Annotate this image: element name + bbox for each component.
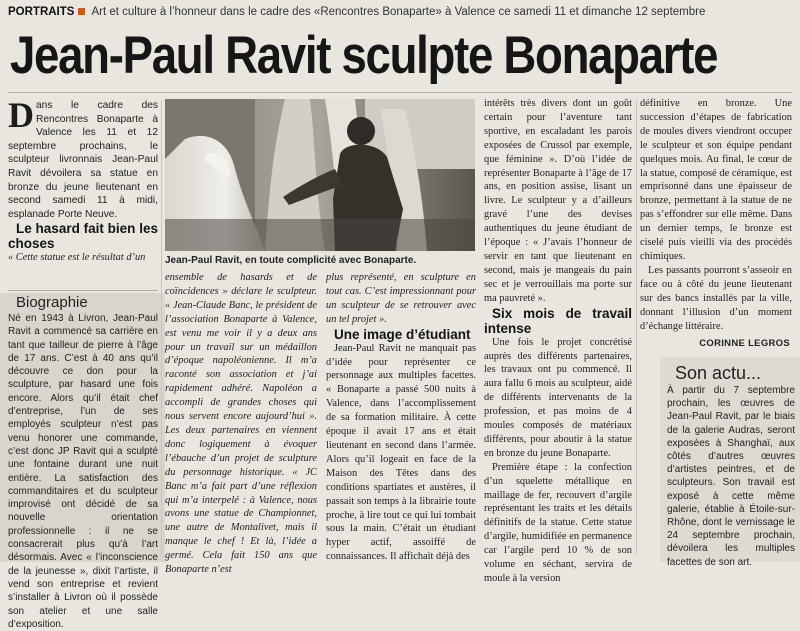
subhead-hasard: Le hasard fait bien les choses — [8, 221, 158, 252]
column-4 — [484, 97, 632, 584]
bio-rule — [8, 290, 158, 291]
son-actu-column — [667, 362, 795, 568]
sculptor-with-statue-image — [165, 99, 475, 251]
photo-caption: Jean-Paul Ravit, en toute complicité avec Bonaparte. — [165, 255, 417, 266]
column-5-text-1: définitive en bronze. Une succession d’étapes de fabrication de moules divers viendront occuper le sculpteur et son équipe pendant quelques mois. Au final, le cœur de la statue, composé de céramique, est emprisonné dans une épaisseur de bronze, permettant à la statue de ne pas s’effondrer sur elle même. Dans un dernier temps, le bronze est ciselé puis vieilli via des procédés chimiques. — [640, 98, 792, 262]
column-3-quote: plus représenté, en sculpture en tout cas. C’est impressionnant pour un sculpteur de se retrouver avec un tel projet ». — [326, 272, 476, 325]
column-2 — [165, 271, 317, 576]
kicker-line — [8, 4, 792, 20]
dropcap: D — [8, 95, 34, 135]
column-divider — [161, 100, 162, 555]
header-rule — [8, 92, 792, 93]
column-3 — [326, 271, 476, 561]
intro-column — [8, 95, 158, 289]
son-actu-title: Son actu... — [675, 363, 762, 383]
section-kicker: PORTRAITS — [8, 6, 75, 18]
son-actu-text: À partir du 7 septembre prochain, les œuvres de Jean-Paul Ravit, par le biais de la galerie Audras, seront exposées à Shanghaï, aux côtés d’autres œuvres d’artistes peintres, et de sculpteurs. Son travail est exposé à cette même galerie, établie à Étoile-sur-Rhône, dont le vernissage le 24 septembre prochain, dévoilera les multiples facettes de son art. — [667, 385, 795, 568]
column-divider — [636, 100, 637, 555]
column-5-text-2: Les passants pourront s’asseoir en face ou à côté du jeune lieutenant sur des bancs installés par la ville, donnant l’illusion d’un moment d’échange littéraire. — [640, 264, 792, 332]
column-4-text-3: Première étape : la confection d’un squelette métallique en maillage de fer, recouvert d’argile représentant les traits et les détails définitifs de la statue. Cette statue d’argile, humidifiée en permanence car l’argile perd 10 % de son volume en séchant, servira de moule à la version — [484, 461, 632, 584]
column-4-text-1: intérêts très divers dont un goût certain pour l’aventure tant sportive, en escaladant les parois exposées de Crussol par exemple, que féminine ». D’où l’idée de représenter Bonaparte à l’âge de 17 ans, en position assise, lisant un livre. Le sculpteur y a d’ailleurs gravé l’une des devises authentiques du jeune étudiant de l’époque : « J’avais l’honneur de servir en tant que lieutenant en second, mais je mangeais du pain sec et je verrouillais ma porte sur ma pauvreté ». — [484, 98, 632, 304]
intro-quote: « Cette statue est le résultat d’un — [8, 252, 146, 264]
sculpture-photo — [165, 99, 475, 251]
intro-text: ans le cadre des Rencontres Bonaparte à Valence les 11 et 12 septembre prochains, le sculpteur livronnais Jean-Paul Ravit dévoilera sa statue en bronze du jeune lieutenant en second samedi 11 à midi, esplanade Porte Neuve. — [8, 100, 158, 220]
biography-column — [8, 294, 158, 630]
author-signature: CORINNE LEGROS — [699, 338, 790, 349]
biography-title: Biographie — [16, 294, 88, 311]
headline: Jean-Paul Ravit sculpte Bonaparte — [10, 26, 718, 85]
column-2-text: ensemble de hasards et de coïncidences » déclare le sculpteur. « Jean-Claude Banc, le président de l’association Bonaparte à Valence, est venu me voir il y a deux ans pour un travail sur un médaillon d’époque napoléonienne. Il m’a raconté son association et j’ai rapidement adhéré. Napoléon a accompli de grandes choses qui nous servent encore aujourd’hui ». Les deux partenaires en viennent donc logiquement à évoquer l’ébauche d’un projet de sculpture du personnage historique. « JC Banc m’a fait part d’une réflexion qui m’a interpelé : à Valence, nous avons une statue de Championnet, une autre de Montalivet, mais il manque le chef ! Et là, l’idée a germé. Cela fait 150 ans que Bonaparte n’est — [165, 272, 317, 576]
column-4-text-2: Une fois le projet concrétisé auprès des différents partenaires, les travaux ont pu commencé. Il aura fallu 6 mois au sculpteur, aidé de différents intervenants de la profession, et pas moins de 4 moules composés de matériaux différents, pour aboutir à la statue en bronze du jeune Bonaparte. — [484, 336, 632, 459]
column-3-text: Jean-Paul Ravit ne manquait pas d’idée pour représenter ce personnage aux multiples facettes. « Bonaparte a passé 500 nuits à Valence, dans l’accomplissement de sa formation militaire. À cette époque il avait 17 ans et était lieutenant en second dans l’armée. Alors qu’il logeait en face de la Maison des Têtes dans des conditions spartiates et austères, il passait son temps à la librairie toute proche, à lire tout ce qui lui tombait sous la main. C’était un étudiant hyper actif, assoiffé de connaissances. Il affichait déjà des — [326, 342, 476, 563]
subhead-image-etudiant: Une image d’étudiant — [334, 326, 471, 342]
column-5 — [640, 97, 792, 337]
biography-text: Né en 1943 à Livron, Jean-Paul Ravit a commencé sa carrière en tant que tailleur de pierre à l’âge de 17 ans. C’est à 40 ans qu’il découvre ce don pour la sculpture, par hasard une fois encore. Alors qu’il était chef d’entreprise, l’un de ses employés sculpteur n’est pas venu honorer une commande, c’est donc JP Ravit qui a sculpté une fontaine durant une nuit entière. La satisfaction des commanditaires et du sculpteur improvisé ont décidé de sa nouvelle orientation professionnelle : il ne se consacrerait plus qu’à l’art désormais. Avec « l’inconscience de la jeunesse », dixit l’artiste, il vend son entreprise et revient s’installer à Livron où il possède son atelier et une salle d’exposition. — [8, 313, 158, 630]
subhead-six-mois: Six mois de travail intense — [484, 305, 632, 336]
kicker-text: Art et culture à l’honneur dans le cadre des «Rencontres Bonaparte» à Valence ce samedi 11 et dimanche 12 septembre — [91, 6, 706, 18]
kicker-square-icon — [78, 8, 85, 15]
